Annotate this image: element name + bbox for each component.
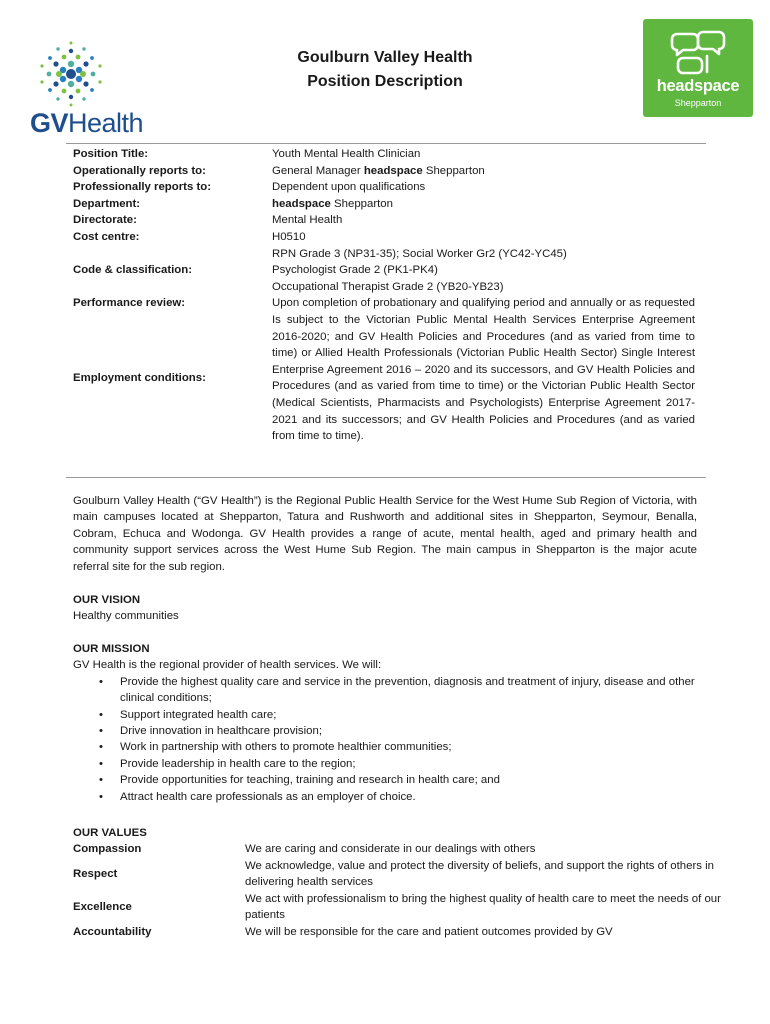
vision-heading: OUR VISION <box>73 594 141 606</box>
gv-health-wordmark: GVHealth <box>30 108 144 138</box>
operational-report-label: Operationally reports to: <box>73 164 206 177</box>
list-item: • Work in partnership with others to promote healthier communities; <box>73 739 697 755</box>
department-value: headspace Shepparton <box>272 197 393 210</box>
list-item: • Provide opportunities for teaching, training and research in health care; and <box>73 772 697 788</box>
value-label: Accountability <box>73 925 152 938</box>
table-row <box>73 229 695 246</box>
value-label: Excellence <box>73 901 132 914</box>
cost-centre-label: Cost centre: <box>73 230 140 243</box>
value-description: We will be responsible for the care and patient outcomes provided by GV <box>245 925 613 938</box>
gv-health-flower-icon <box>30 36 172 112</box>
mission-heading: OUR MISSION <box>73 643 150 655</box>
table-row <box>73 212 695 229</box>
list-item: • Support integrated health care; <box>73 707 697 723</box>
bullet-icon: • <box>99 708 103 721</box>
list-item: • Provide leadership in health care to the region; <box>73 756 697 772</box>
employment-conditions-value: Is subject to the Victorian Public Mental Health Services Enterprise Agreement 2016-2020; and GV Health Policies and Procedures (and as varied from time to time) or Allied Health Professionals (Victorian Public Health Sector) Single Interest Enterprise Agreement 2016 – 2020 and its successors, and GV Health Policies and Procedures (and as varied from time to time) or the Victorian Public Health Sector (Medical Scientists, Pharmacists and Psychologists) Enterprise Agreement 2017-2021 and its successors; and GV Health Policies and Procedures (and as varied from time to time). <box>272 313 695 443</box>
list-item: • Provide the highest quality care and service in the prevention, diagnosis and treatment of injury, disease and other clinical conditions; <box>99 675 695 705</box>
table-row <box>73 312 695 445</box>
table-row <box>73 924 723 941</box>
value-description: We acknowledge, value and protect the diversity of beliefs, and support the rights of others in delivering health services <box>245 859 714 889</box>
intro-paragraph: Goulburn Valley Health (“GV Health”) is the Regional Public Health Service for the West Hume Sub Region of Victoria, with main campuses located at Shepparton, Tatura and Rushworth and additional sites in Shepparton, Seymour, Benalla, Cobram, Echuca and Wodonga. GV Health provides a range of acute, mental health, aged and primary health and community support services across the West Hume Sub Region. The main campus in Shepparton is the major acute referral site for the sub region. <box>73 495 697 573</box>
headspace-location: Shepparton <box>674 98 722 108</box>
bullet-icon: • <box>99 675 103 688</box>
table-row <box>73 891 723 924</box>
cost-centre-value: H0510 <box>272 230 306 243</box>
list-item: • Drive innovation in healthcare provision; <box>73 723 697 739</box>
table-row <box>73 295 695 312</box>
operational-report-value: General Manager headspace Shepparton <box>272 164 485 177</box>
position-title-value: Youth Mental Health Clinician <box>272 148 421 160</box>
document-title <box>240 46 530 94</box>
classification-line: Occupational Therapist Grade 2 (YB20-YB23) <box>272 280 504 293</box>
speech-bubbles-icon <box>669 28 729 78</box>
code-classification-value <box>272 246 695 296</box>
headspace-brand: headspace <box>656 77 740 95</box>
value-description: We are caring and considerate in our dealings with others <box>245 843 536 855</box>
table-row <box>73 246 695 296</box>
mission-section <box>73 641 697 805</box>
gv-health-logo <box>30 36 172 140</box>
table-row <box>73 858 723 891</box>
bullet-icon: • <box>99 790 103 803</box>
table-row <box>73 179 695 196</box>
value-label: Respect <box>73 867 118 880</box>
values-table <box>73 841 723 941</box>
professional-report-label: Professionally reports to: <box>73 181 211 194</box>
classification-line: RPN Grade 3 (NP31-35); Social Worker Gr2 (YC42-YC45) <box>272 247 567 260</box>
bullet-icon: • <box>99 741 103 754</box>
mission-list <box>73 674 697 805</box>
title-org-name: Goulburn Valley Health <box>297 49 473 66</box>
value-description: We act with professionalism to bring the highest quality of health care to meet the needs of our patients <box>245 892 721 922</box>
vision-section <box>73 592 697 625</box>
employment-conditions-label: Employment conditions: <box>73 372 206 385</box>
directorate-value: Mental Health <box>272 214 343 227</box>
title-doc-type: Position Description <box>307 73 463 90</box>
table-row <box>73 841 723 858</box>
table-row <box>73 163 695 180</box>
table-row <box>73 196 695 213</box>
list-item: • Attract health care professionals as an employer of choice. <box>73 789 697 805</box>
table-bottom-rule <box>66 477 706 478</box>
performance-review-label: Performance review: <box>73 297 186 310</box>
department-label: Department: <box>73 197 141 210</box>
directorate-label: Directorate: <box>73 214 137 227</box>
position-title-label: Position Title: <box>73 148 149 160</box>
professional-report-value: Dependent upon qualifications <box>272 181 426 194</box>
values-heading: OUR VALUES <box>73 827 147 839</box>
table-top-rule <box>66 143 706 144</box>
value-label: Compassion <box>73 843 142 855</box>
bullet-icon: • <box>99 725 103 738</box>
bullet-icon: • <box>99 774 103 787</box>
bullet-icon: • <box>99 757 103 770</box>
headspace-logo <box>643 19 753 117</box>
position-details-table <box>73 146 695 445</box>
code-classification-label: Code & classification: <box>73 264 192 277</box>
vision-text: Healthy communities <box>73 610 179 623</box>
performance-review-value: Upon completion of probationary and qualifying period and annually or as requested <box>272 297 695 310</box>
mission-lead: GV Health is the regional provider of health services. We will: <box>73 659 382 672</box>
classification-line: Psychologist Grade 2 (PK1-PK4) <box>272 264 438 277</box>
table-row <box>73 146 695 163</box>
